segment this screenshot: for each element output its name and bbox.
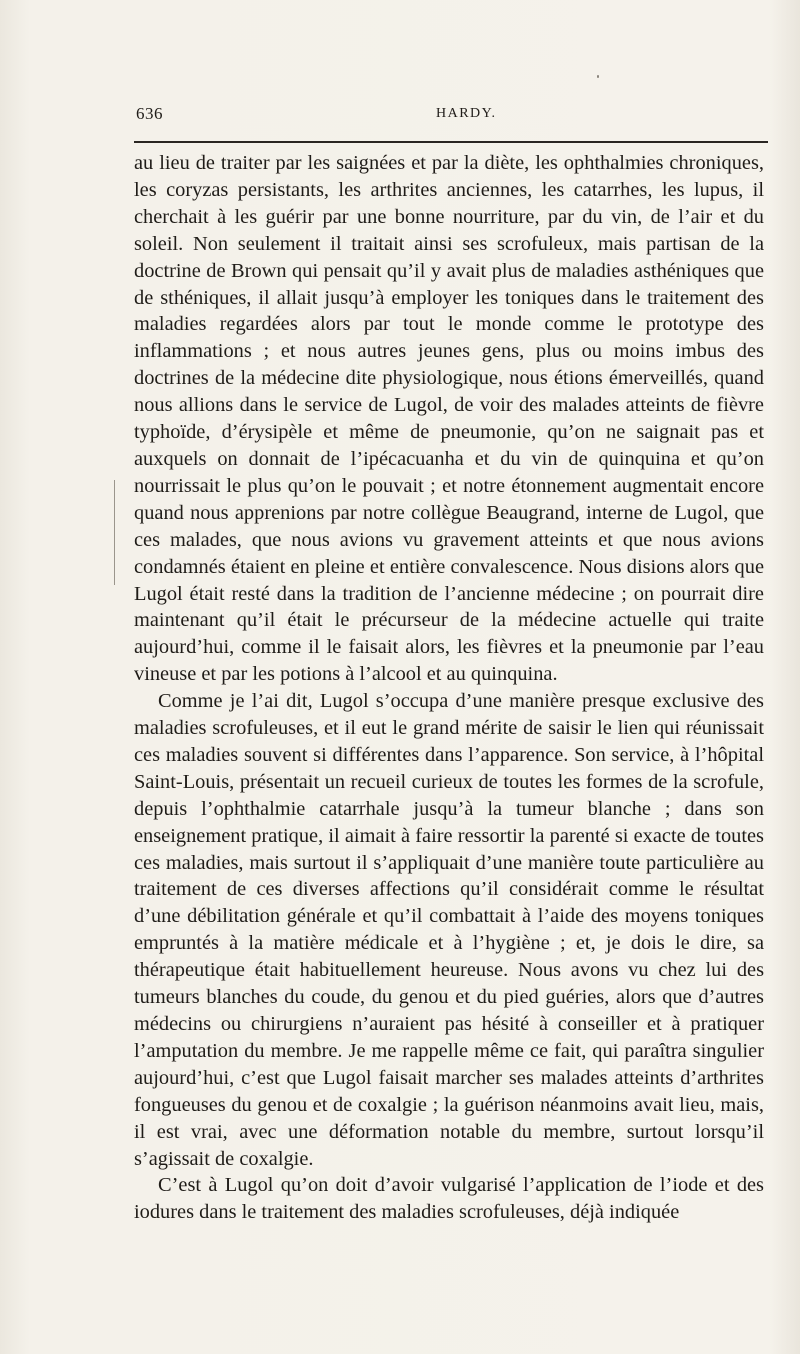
page-header: [136, 104, 766, 132]
page-number: 636: [136, 104, 163, 123]
paragraph-2: Comme je l’ai dit, Lugol s’occupa d’une manière presque exclusive des maladies scrofuleuses, et il eut le grand mérite de saisir le lien qui réunissait ces maladies souvent si différentes dans l’apparence. Son service, à l’hôpital Saint-Louis, présentait un recueil curieux de toutes les formes de la scrofule, depuis l’ophthalmie catarrhale jusqu’à la tumeur blanche ; dans son enseignement pratique, il aimait à faire ressortir la parenté si exacte de toutes ces maladies, mais surtout il s’appliquait d’une manière toute particulière au traitement de ces diverses affections qu’il considérait comme le résultat d’une débilitation générale et qu’il combattait à l’aide des moyens toniques empruntés à la matière médicale et à l’hygiène ; et, je dois le dire, sa thérapeutique était habituellement heureuse. Nous avons vu chez lui des tumeurs blanches du coude, du genou et du pied guéries, alors que d’autres médecins ou chirurgiens n’auraient pas hésité à conseiller et à pratiquer l’amputation du membre. Je me rappelle même ce fait, qui paraîtra singulier aujourd’hui, c’est que Lugol faisait marcher ses malades atteints d’arthrites fongueuses du genou et de coxalgie ; la guérison néanmoins avait lieu, mais, il est vrai, avec une déformation notable du membre, surtout lorsqu’il s’agissait de coxalgie.: [134, 690, 764, 1170]
paragraph-1: au lieu de traiter par les saignées et par la diète, les ophthalmies chroniques, les coryzas persistants, les arthrites anciennes, les catarrhes, les lupus, il cherchait à les guérir par une bonne nourriture, par du vin, de l’air et du soleil. Non seulement il traitait ainsi ses scrofuleux, mais partisan de la doctrine de Brown qui pensait qu’il y avait plus de maladies asthéniques que de sthéniques, il allait jusqu’à employer les toniques dans le traitement des maladies regardées alors par tout le monde comme le prototype des inflammations ; et nous autres jeunes gens, plus ou moins imbus des doctrines de la médecine dite physiologique, nous étions émerveillés, quand nous allions dans le service de Lugol, de voir des malades atteints de fièvre typhoïde, d’érysipèle et même de pneumonie, qu’on ne saignait pas et auxquels on donnait de l’ipécacuanha et du vin de quinquina et qu’on nourrissait le plus qu’on le pouvait ; et notre étonnement augmentait encore quand nous apprenions par notre collègue Beaugrand, interne de Lugol, que ces malades, que nous avions vu gravement atteints et que nous avions condamnés étaient en pleine et entière convalescence. Nous disions alors que Lugol était resté dans la tradition de l’ancienne médecine ; on pourrait dire maintenant qu’il était le précurseur de la médecine actuelle qui traite aujourd’hui, comme il le faisait alors, les fièvres et la pneumonie par l’eau vineuse et par les potions à l’alcool et au quinquina.: [134, 152, 764, 686]
header-rule: [134, 141, 768, 143]
paper-speck: [597, 75, 599, 78]
running-head: HARDY.: [436, 106, 497, 121]
paragraph-3: C’est à Lugol qu’on doit d’avoir vulgarisé l’application de l’iode et des iodures dans le traitement des maladies scrofuleuses, déjà indiquée: [134, 1174, 764, 1224]
margin-pencil-mark: [114, 480, 115, 585]
body-text: [134, 150, 764, 1226]
